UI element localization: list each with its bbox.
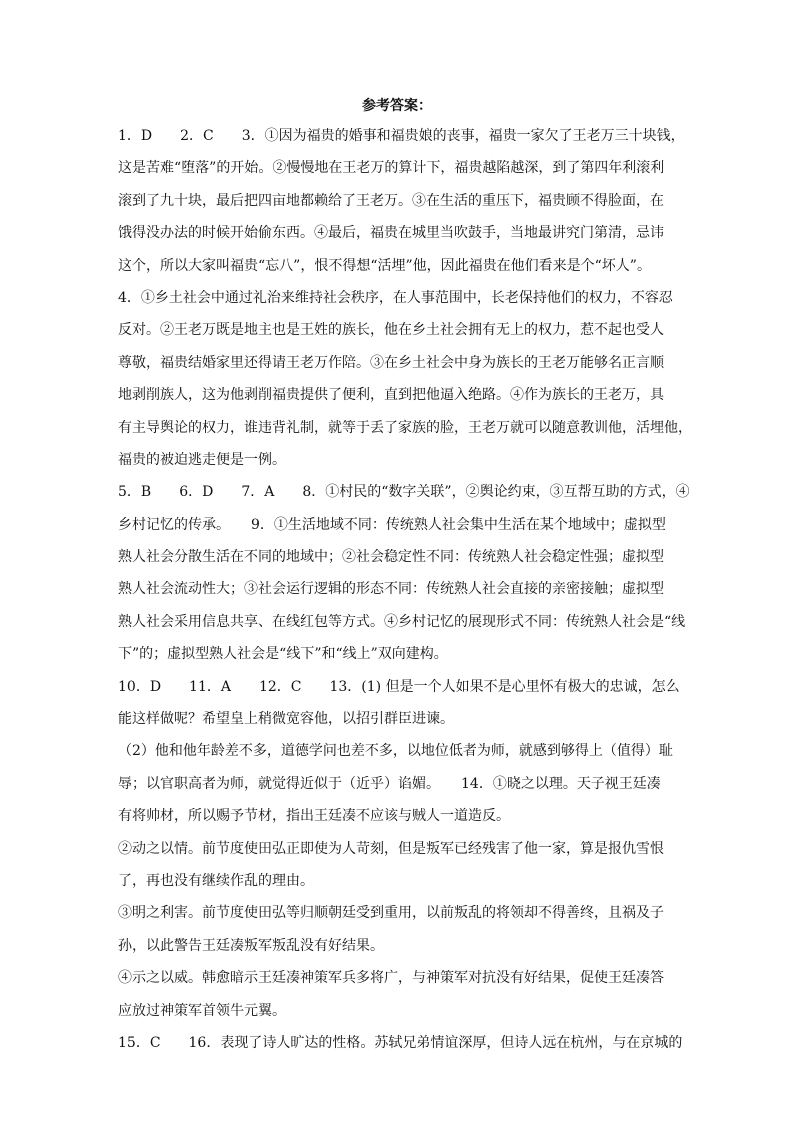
answer-line: 这个，所以大家叫福贵“忘八”，恨不得想“活埋”他，因此福贵在他们看来是个“坏人”。 [118,257,651,274]
answer-line: ④示之以威。韩愈暗示王廷凑神策军兵多将广，与神策军对抗没有好结果，促使王廷凑答 [118,970,664,987]
answer-line: 地剥削族人，这为他剥削福贵提供了便利，直到把他逼入绝路。④作为族长的王老万，具 [118,387,664,404]
page-title: 参考答案： [362,98,432,114]
answer-line: 滚到了九十块，最后把四亩地都赖给了王老万。③在生活的重压下，福贵顾不得脸面，在 [118,192,664,209]
answer-line: 10．D 11．A 12．C 13．(1) 但是一个人如果不是心里怀有极大的忠诚，怎么 [118,678,680,695]
answer-line: 5．B 6．D 7．A 8．①村民的“数字关联”，②舆论约束，③互帮互助的方式，④ [118,484,690,501]
answer-line: 这是苦难“堕落”的开始。②慢慢地在王老万的算计下，福贵越陷越深，到了第四年利滚利 [118,160,665,177]
answer-line: 有将帅材，所以赐予节材，指出王廷凑不应该与贼人一道造反。 [118,808,510,825]
answer-line: 熟人社会流动性大；③社会运行逻辑的形态不同：传统熟人社会直接的亲密接触；虚拟型 [118,581,664,598]
answer-line: 饿得没办法的时候开始偷东西。④最后，福贵在城里当吹鼓手，当地最讲究门第清，忌讳 [118,225,664,242]
answer-line: 孙，以此警告王廷凑叛军叛乱没有好结果。 [118,937,384,954]
answer-line: 福贵的被迫逃走便是一例。 [118,451,286,468]
answer-line: 尊敬，福贵结婚家里还得请王老万作陪。③在乡土社会中身为族长的王老万能够名正言顺 [118,354,664,371]
answer-body [118,120,692,1059]
answer-line: 熟人社会采用信息共享、在线红包等方式。④乡村记忆的展现形式不同：传统熟人社会是“线 [118,613,686,630]
answer-line: 有主导舆论的权力，谁违背礼制，就等于丢了家族的脸，王老万就可以随意教训他，活埋他， [118,419,692,436]
answer-line: 应放过神策军首领牛元翼。 [118,1002,286,1019]
answer-line: ③明之利害。前节度使田弘等归顺朝廷受到重用，以前叛乱的将领却不得善终，且祸及子 [118,905,664,922]
answer-line: ②动之以情。前节度使田弘正即使为人苛刻，但是叛军已经残害了他一家，算是报仇雪恨 [118,840,664,857]
answer-line: 熟人社会分散生活在不同的地域中；②社会稳定性不同：传统熟人社会稳定性强；虚拟型 [118,549,664,566]
answer-line: 1．D 2．C 3．①因为福贵的婚事和福贵娘的丧事，福贵一家欠了王老万三十块钱， [118,128,685,144]
answer-line: 辱；以官职高者为师，就觉得近似于（近乎）谄媚。 14．①晓之以理。天子视王廷凑 [118,775,661,792]
answer-line: 15．C 16．表现了诗人旷达的性格。苏轼兄弟情谊深厚，但诗人远在杭州，与在京城的 [118,1034,683,1051]
answer-line: 乡村记忆的传承。 9．①生活地域不同：传统熟人社会集中生活在某个地域中；虚拟型 [118,516,666,533]
answer-line: （2）他和他年龄差不多，道德学问也差不多，以地位低者为师，就感到够得上（值得）耻 [118,743,673,760]
answer-line: 反对。②王老万既是地主也是王姓的族长，他在乡土社会拥有无上的权力，惹不起也受人 [118,322,664,339]
answer-line: 4．①乡土社会中通过礼治来维持社会秩序，在人事范围中，长老保持他们的权力，不容忍 [118,289,673,306]
answer-line: 能这样做呢？希望皇上稍微宽容他，以招引群臣进谏。 [118,711,454,728]
answer-line: 下”的；虚拟型熟人社会是“线下”和“线上”双向建构。 [118,646,448,663]
answer-line: 了，再也没有继续作乱的理由。 [118,872,314,889]
